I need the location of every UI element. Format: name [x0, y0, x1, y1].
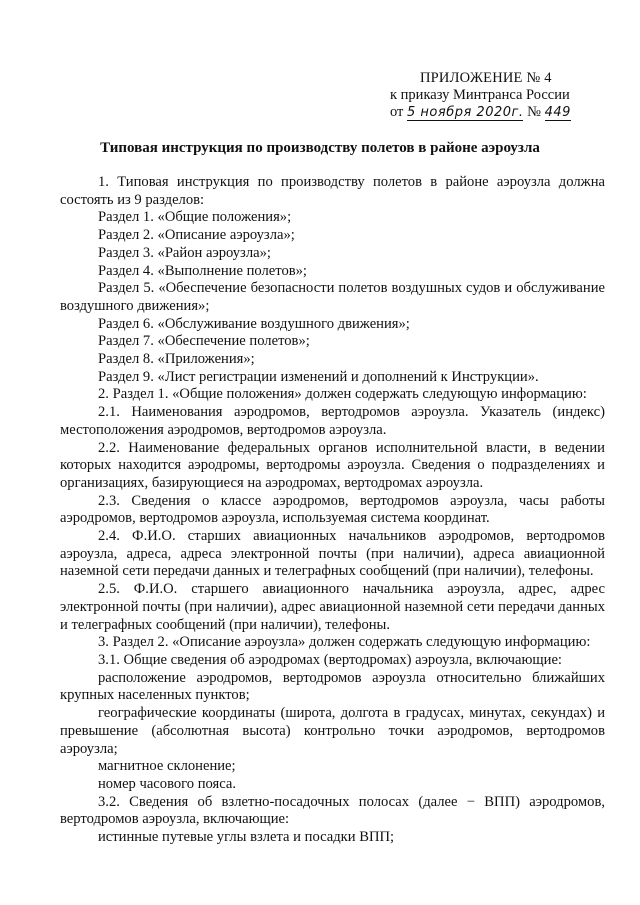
paragraph: расположение аэродромов, вертодромов аэроузла относительно ближайших крупных населенных пунктов; — [60, 669, 605, 704]
paragraph: 2.5. Ф.И.О. старшего авиационного начальника аэроузла, адрес, адрес электронной почты (при наличии), адрес авиационной наземной сети передачи данных и телеграфных сообщений (при наличии), телефоны. — [60, 581, 605, 633]
handwritten-order-number: 449 — [544, 105, 571, 120]
appendix-header — [390, 70, 600, 121]
document-title: Типовая инструкция по производству полетов в районе аэроузла — [100, 140, 540, 156]
paragraph: 2.1. Наименования аэродромов, вертодромов аэроузла. Указатель (индекс) местоположения аэродромов, вертодромов аэроузла. — [60, 404, 605, 438]
document-body — [60, 174, 605, 847]
paragraph: 3. Раздел 2. «Описание аэроузла» должен содержать следующую информацию: — [98, 634, 591, 651]
paragraph: Раздел 8. «Приложения»; — [98, 351, 255, 368]
paragraph: Раздел 5. «Обеспечение безопасности полетов воздушных судов и обслуживание воздушного движения»; — [60, 280, 605, 314]
from-label: от — [390, 104, 404, 120]
paragraph: 3.2. Сведения об взлетно-посадочных полосах (далее − ВПП) аэродромов, вертодромов аэроузла, включающие: — [60, 793, 605, 828]
paragraph: Раздел 4. «Выполнение полетов»; — [98, 262, 307, 279]
paragraph: 2.3. Сведения о классе аэродромов, вертодромов аэроузла, часы работы аэродромов, вертодромов аэроузла, используемая система координат. — [60, 492, 605, 527]
number-label: № — [527, 104, 541, 120]
paragraph: Раздел 7. «Обеспечение полетов»; — [98, 333, 310, 350]
paragraph: Раздел 9. «Лист регистрации изменений и дополнений к Инструкции». — [98, 368, 539, 385]
handwritten-date: 5 ноября 2020г. — [407, 105, 524, 120]
paragraph: 2.2. Наименование федеральных органов исполнительной власти, в ведении которых находится аэродромы, вертодромы аэроузла. Сведения о подразделениях и организациях, базирующиеся на аэродромах, вертодромах аэроузла. — [60, 439, 605, 491]
paragraph: Раздел 6. «Обслуживание воздушного движения»; — [98, 315, 410, 332]
order-date-line — [390, 104, 600, 121]
paragraph: 3.1. Общие сведения об аэродромах (вертодромах) аэроузла, включающие: — [98, 651, 562, 668]
paragraph: 2. Раздел 1. «Общие положения» должен содержать следующую информацию: — [98, 386, 587, 403]
paragraph: Раздел 2. «Описание аэроузла»; — [98, 227, 295, 244]
paragraph: магнитное склонение; — [98, 758, 236, 775]
paragraph: Раздел 1. «Общие положения»; — [98, 209, 292, 226]
appendix-number: ПРИЛОЖЕНИЕ № 4 — [420, 70, 552, 86]
paragraph: истинные путевые углы взлета и посадки ВПП; — [98, 829, 395, 846]
paragraph: 1. Типовая инструкция по производству полетов в районе аэроузла должна состоять из 9 разделов: — [60, 174, 605, 208]
paragraph: 2.4. Ф.И.О. старших авиационных начальников аэродромов, вертодромов аэроузла, адреса, адреса электронной почты (при наличии), адреса авиационной наземной сети передачи данных и телеграфных сообщений (при наличии), телефоны. — [60, 528, 605, 580]
order-reference: к приказу Минтранса России — [390, 87, 570, 103]
paragraph: Раздел 3. «Район аэроузла»; — [98, 244, 271, 261]
paragraph: номер часового пояса. — [98, 775, 237, 792]
paragraph: географические координаты (широта, долгота в градусах, минутах, секундах) и превышение (абсолютная высота) контрольно точки аэродромов, вертодромов аэроузла; — [60, 705, 605, 757]
